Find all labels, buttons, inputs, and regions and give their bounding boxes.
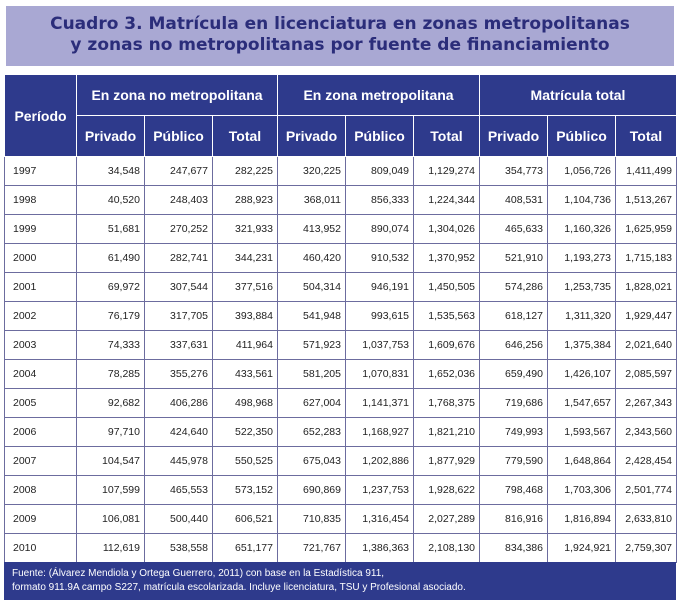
value-cell: 112,619 xyxy=(77,534,145,563)
value-cell: 1,513,267 xyxy=(616,186,677,215)
enrollment-table xyxy=(4,74,677,563)
value-cell: 1,828,021 xyxy=(616,273,677,302)
value-cell: 78,285 xyxy=(77,360,145,389)
footer-line-2: formato 911.9A campo S227, matrícula escolarizada. Incluye licenciatura, TSU y Profesional asociado. xyxy=(12,582,466,593)
value-cell: 1,224,344 xyxy=(414,186,480,215)
value-cell: 1,304,026 xyxy=(414,215,480,244)
value-cell: 61,490 xyxy=(77,244,145,273)
value-cell: 1,386,363 xyxy=(346,534,414,563)
table-title xyxy=(6,6,674,66)
value-cell: 1,426,107 xyxy=(548,360,616,389)
value-cell: 541,948 xyxy=(278,302,346,331)
value-cell: 550,525 xyxy=(213,447,278,476)
value-cell: 910,532 xyxy=(346,244,414,273)
value-cell: 1,037,753 xyxy=(346,331,414,360)
period-cell: 2003 xyxy=(5,331,77,360)
value-cell: 1,625,959 xyxy=(616,215,677,244)
value-cell: 504,314 xyxy=(278,273,346,302)
value-cell: 574,286 xyxy=(480,273,548,302)
value-cell: 411,964 xyxy=(213,331,278,360)
value-cell: 424,640 xyxy=(145,418,213,447)
value-cell: 659,490 xyxy=(480,360,548,389)
value-cell: 2,108,130 xyxy=(414,534,480,563)
subheader-privado: Privado xyxy=(278,116,346,157)
subheader-privado: Privado xyxy=(480,116,548,157)
value-cell: 34,548 xyxy=(77,157,145,186)
value-cell: 500,440 xyxy=(145,505,213,534)
value-cell: 433,561 xyxy=(213,360,278,389)
value-cell: 606,521 xyxy=(213,505,278,534)
value-cell: 393,884 xyxy=(213,302,278,331)
value-cell: 69,972 xyxy=(77,273,145,302)
value-cell: 1,070,831 xyxy=(346,360,414,389)
value-cell: 1,703,306 xyxy=(548,476,616,505)
value-cell: 317,705 xyxy=(145,302,213,331)
value-cell: 652,283 xyxy=(278,418,346,447)
value-cell: 1,715,183 xyxy=(616,244,677,273)
value-cell: 2,343,560 xyxy=(616,418,677,447)
value-cell: 1,253,735 xyxy=(548,273,616,302)
value-cell: 675,043 xyxy=(278,447,346,476)
value-cell: 1,316,454 xyxy=(346,505,414,534)
value-cell: 74,333 xyxy=(77,331,145,360)
group-header-metro: En zona metropolitana xyxy=(278,75,480,116)
value-cell: 651,177 xyxy=(213,534,278,563)
period-cell: 2005 xyxy=(5,389,77,418)
value-cell: 522,350 xyxy=(213,418,278,447)
value-cell: 92,682 xyxy=(77,389,145,418)
value-cell: 710,835 xyxy=(278,505,346,534)
period-cell: 2008 xyxy=(5,476,77,505)
value-cell: 2,759,307 xyxy=(616,534,677,563)
value-cell: 465,633 xyxy=(480,215,548,244)
period-cell: 2004 xyxy=(5,360,77,389)
value-cell: 1,768,375 xyxy=(414,389,480,418)
value-cell: 809,049 xyxy=(346,157,414,186)
value-cell: 1,535,563 xyxy=(414,302,480,331)
period-cell: 1997 xyxy=(5,157,77,186)
table-row xyxy=(5,360,677,389)
value-cell: 2,501,774 xyxy=(616,476,677,505)
value-cell: 97,710 xyxy=(77,418,145,447)
value-cell: 51,681 xyxy=(77,215,145,244)
table-row xyxy=(5,273,677,302)
value-cell: 413,952 xyxy=(278,215,346,244)
value-cell: 282,225 xyxy=(213,157,278,186)
subheader-total: Total xyxy=(414,116,480,157)
period-cell: 2001 xyxy=(5,273,77,302)
value-cell: 104,547 xyxy=(77,447,145,476)
value-cell: 1,160,326 xyxy=(548,215,616,244)
value-cell: 1,821,210 xyxy=(414,418,480,447)
value-cell: 270,252 xyxy=(145,215,213,244)
value-cell: 1,311,320 xyxy=(548,302,616,331)
value-cell: 354,773 xyxy=(480,157,548,186)
period-cell: 1999 xyxy=(5,215,77,244)
table-row xyxy=(5,534,677,563)
value-cell: 1,237,753 xyxy=(346,476,414,505)
subheader-total: Total xyxy=(213,116,278,157)
value-cell: 1,411,499 xyxy=(616,157,677,186)
value-cell: 1,056,726 xyxy=(548,157,616,186)
value-cell: 107,599 xyxy=(77,476,145,505)
value-cell: 321,933 xyxy=(213,215,278,244)
value-cell: 1,450,505 xyxy=(414,273,480,302)
value-cell: 816,916 xyxy=(480,505,548,534)
table-row xyxy=(5,215,677,244)
value-cell: 1,816,894 xyxy=(548,505,616,534)
group-header-non-metro: En zona no metropolitana xyxy=(77,75,278,116)
value-cell: 646,256 xyxy=(480,331,548,360)
period-cell: 2000 xyxy=(5,244,77,273)
value-cell: 498,968 xyxy=(213,389,278,418)
value-cell: 40,520 xyxy=(77,186,145,215)
value-cell: 719,686 xyxy=(480,389,548,418)
period-header: Período xyxy=(5,75,77,157)
value-cell: 76,179 xyxy=(77,302,145,331)
value-cell: 307,544 xyxy=(145,273,213,302)
period-cell: 2007 xyxy=(5,447,77,476)
title-line-1: Cuadro 3. Matrícula en licenciatura en zonas metropolitanas xyxy=(50,14,630,34)
value-cell: 248,403 xyxy=(145,186,213,215)
value-cell: 834,386 xyxy=(480,534,548,563)
table-row xyxy=(5,302,677,331)
value-cell: 460,420 xyxy=(278,244,346,273)
value-cell: 368,011 xyxy=(278,186,346,215)
value-cell: 1,547,657 xyxy=(548,389,616,418)
subheader-total: Total xyxy=(616,116,677,157)
value-cell: 1,924,921 xyxy=(548,534,616,563)
value-cell: 1,193,273 xyxy=(548,244,616,273)
value-cell: 690,869 xyxy=(278,476,346,505)
value-cell: 355,276 xyxy=(145,360,213,389)
value-cell: 1,928,622 xyxy=(414,476,480,505)
value-cell: 1,877,929 xyxy=(414,447,480,476)
subheader-publico: Público xyxy=(548,116,616,157)
table-row xyxy=(5,186,677,215)
value-cell: 581,205 xyxy=(278,360,346,389)
value-cell: 337,631 xyxy=(145,331,213,360)
subheader-privado: Privado xyxy=(77,116,145,157)
title-line-2: y zonas no metropolitanas por fuente de financiamiento xyxy=(70,35,610,55)
value-cell: 465,553 xyxy=(145,476,213,505)
value-cell: 890,074 xyxy=(346,215,414,244)
value-cell: 408,531 xyxy=(480,186,548,215)
value-cell: 1,929,447 xyxy=(616,302,677,331)
footer-line-1: Fuente: (Álvarez Mendiola y Ortega Guerrero, 2011) con base en la Estadística 911, xyxy=(12,568,385,579)
value-cell: 445,978 xyxy=(145,447,213,476)
value-cell: 521,910 xyxy=(480,244,548,273)
value-cell: 344,231 xyxy=(213,244,278,273)
value-cell: 993,615 xyxy=(346,302,414,331)
value-cell: 1,593,567 xyxy=(548,418,616,447)
subheader-publico: Público xyxy=(145,116,213,157)
value-cell: 721,767 xyxy=(278,534,346,563)
value-cell: 1,202,886 xyxy=(346,447,414,476)
source-footer xyxy=(4,562,676,600)
value-cell: 106,081 xyxy=(77,505,145,534)
value-cell: 2,633,810 xyxy=(616,505,677,534)
value-cell: 1,648,864 xyxy=(548,447,616,476)
group-header-total: Matrícula total xyxy=(480,75,677,116)
value-cell: 1,129,274 xyxy=(414,157,480,186)
subheader-publico: Público xyxy=(346,116,414,157)
value-cell: 2,085,597 xyxy=(616,360,677,389)
value-cell: 377,516 xyxy=(213,273,278,302)
value-cell: 798,468 xyxy=(480,476,548,505)
value-cell: 538,558 xyxy=(145,534,213,563)
value-cell: 618,127 xyxy=(480,302,548,331)
value-cell: 1,652,036 xyxy=(414,360,480,389)
table-row xyxy=(5,389,677,418)
value-cell: 2,021,640 xyxy=(616,331,677,360)
value-cell: 288,923 xyxy=(213,186,278,215)
value-cell: 1,104,736 xyxy=(548,186,616,215)
value-cell: 571,923 xyxy=(278,331,346,360)
table-row xyxy=(5,418,677,447)
value-cell: 247,677 xyxy=(145,157,213,186)
value-cell: 2,027,289 xyxy=(414,505,480,534)
period-cell: 2010 xyxy=(5,534,77,563)
value-cell: 1,370,952 xyxy=(414,244,480,273)
table-row xyxy=(5,331,677,360)
value-cell: 2,428,454 xyxy=(616,447,677,476)
period-cell: 2006 xyxy=(5,418,77,447)
table-row xyxy=(5,244,677,273)
value-cell: 282,741 xyxy=(145,244,213,273)
value-cell: 2,267,343 xyxy=(616,389,677,418)
value-cell: 627,004 xyxy=(278,389,346,418)
period-cell: 2009 xyxy=(5,505,77,534)
value-cell: 573,152 xyxy=(213,476,278,505)
value-cell: 320,225 xyxy=(278,157,346,186)
value-cell: 1,609,676 xyxy=(414,331,480,360)
value-cell: 856,333 xyxy=(346,186,414,215)
table-row xyxy=(5,447,677,476)
table-row xyxy=(5,476,677,505)
value-cell: 749,993 xyxy=(480,418,548,447)
value-cell: 946,191 xyxy=(346,273,414,302)
period-cell: 2002 xyxy=(5,302,77,331)
period-cell: 1998 xyxy=(5,186,77,215)
value-cell: 1,141,371 xyxy=(346,389,414,418)
table-row xyxy=(5,505,677,534)
value-cell: 1,375,384 xyxy=(548,331,616,360)
table-row xyxy=(5,157,677,186)
value-cell: 1,168,927 xyxy=(346,418,414,447)
value-cell: 779,590 xyxy=(480,447,548,476)
table-body xyxy=(5,157,677,563)
value-cell: 406,286 xyxy=(145,389,213,418)
